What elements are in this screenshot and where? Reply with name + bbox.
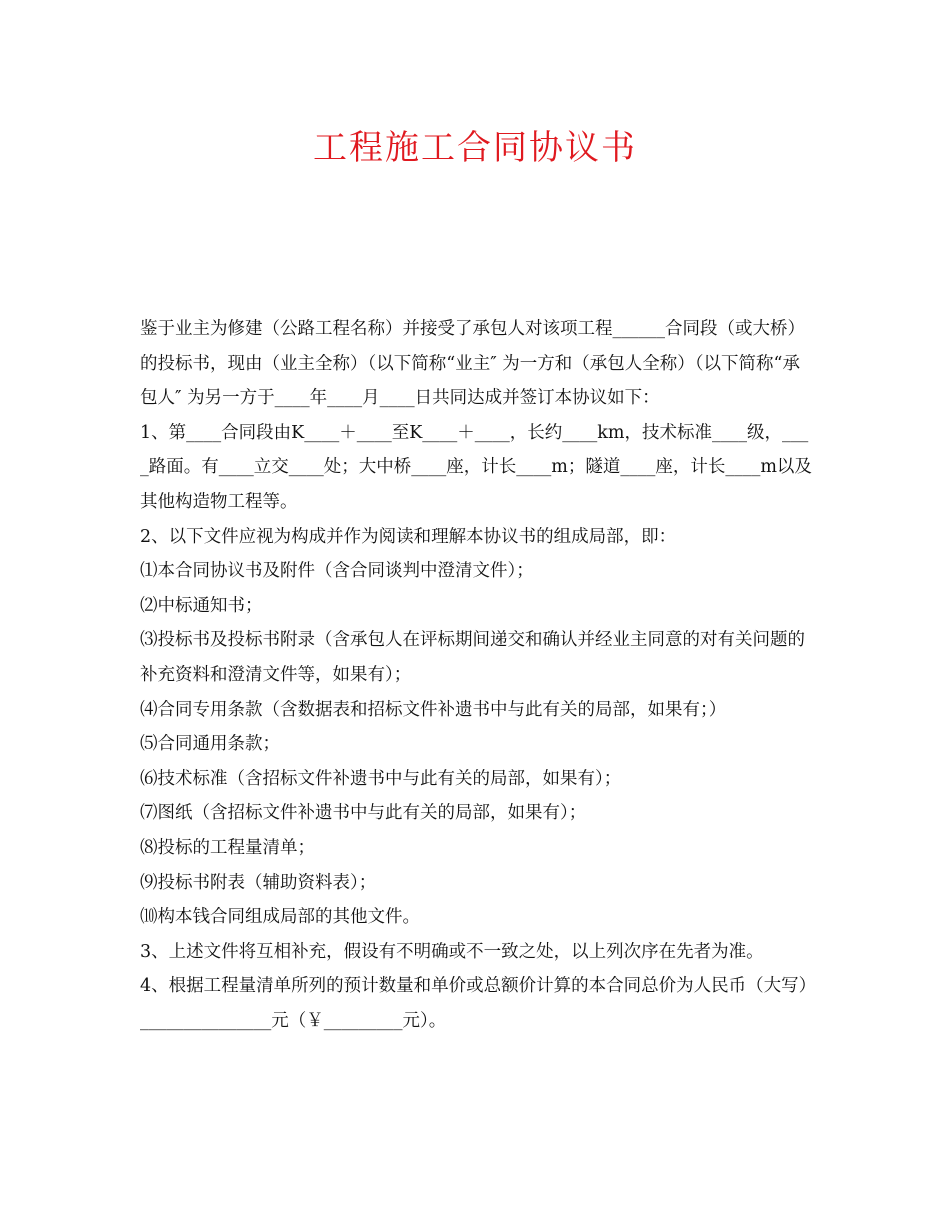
- list-item-document-1: ⑴本合同协议书及附件（含合同谈判中澄清文件）；: [140, 561, 534, 582]
- list-item-document-7: ⑺图纸（含招标文件补遗书中与此有关的局部，如果有）；: [140, 803, 587, 824]
- paragraph-clause-4: 4、根据工程量清单所列的预计数量和单价或总额价计算的本合同总价为人民币（大写）_______________元（￥_________元）。: [140, 976, 808, 1031]
- list-item-document-5: ⑸合同通用条款；: [140, 734, 280, 755]
- list-item-document-4: ⑷合同专用条款（含数据表和招标文件补遗书中与此有关的局部，如果有；）: [140, 699, 727, 720]
- list-item-document-2: ⑵中标通知书；: [140, 595, 263, 616]
- document-body: [140, 312, 815, 1038]
- document-title: 工程施工合同协议书: [313, 128, 637, 168]
- paragraph-clause-2: 2、以下文件应视为构成并作为阅读和理解本协议书的组成局部，即：: [140, 526, 677, 547]
- list-item-document-3: ⑶投标书及投标书附录（含承包人在评标期间递交和确认并经业主同意的对有关问题的补充资料和澄清文件等，如果有）；: [140, 630, 805, 685]
- paragraph-preamble: 鉴于业主为修建（公路工程名称）并接受了承包人对该项工程______合同段（或大桥）的投标书，现由（业主全称）（以下简称“业主″ 为一方和（承包人全称）（以下简称“承包人″ 为另一方于____年____月____日共同达成并签订本协议如下：: [140, 319, 805, 409]
- list-item-document-8: ⑻投标的工程量清单；: [140, 837, 315, 858]
- list-item-document-9: ⑼投标书附表（辅助资料表）；: [140, 872, 377, 893]
- list-item-document-10: ⑽构本钱合同组成局部的其他文件。: [140, 907, 420, 928]
- paragraph-clause-3: 3、上述文件将互相补充，假设有不明确或不一致之处，以上列次序在先者为准。: [140, 941, 764, 962]
- paragraph-clause-1: 1、第____合同段由K____＋____至K____＋____，长约____km，技术标准____级，____路面。有____立交____处；大中桥____座，计长____m；隧道____座，计长____m以及其他构造物工程等。: [140, 422, 812, 512]
- list-item-document-6: ⑹技术标准（含招标文件补遗书中与此有关的局部，如果有）；: [140, 768, 622, 789]
